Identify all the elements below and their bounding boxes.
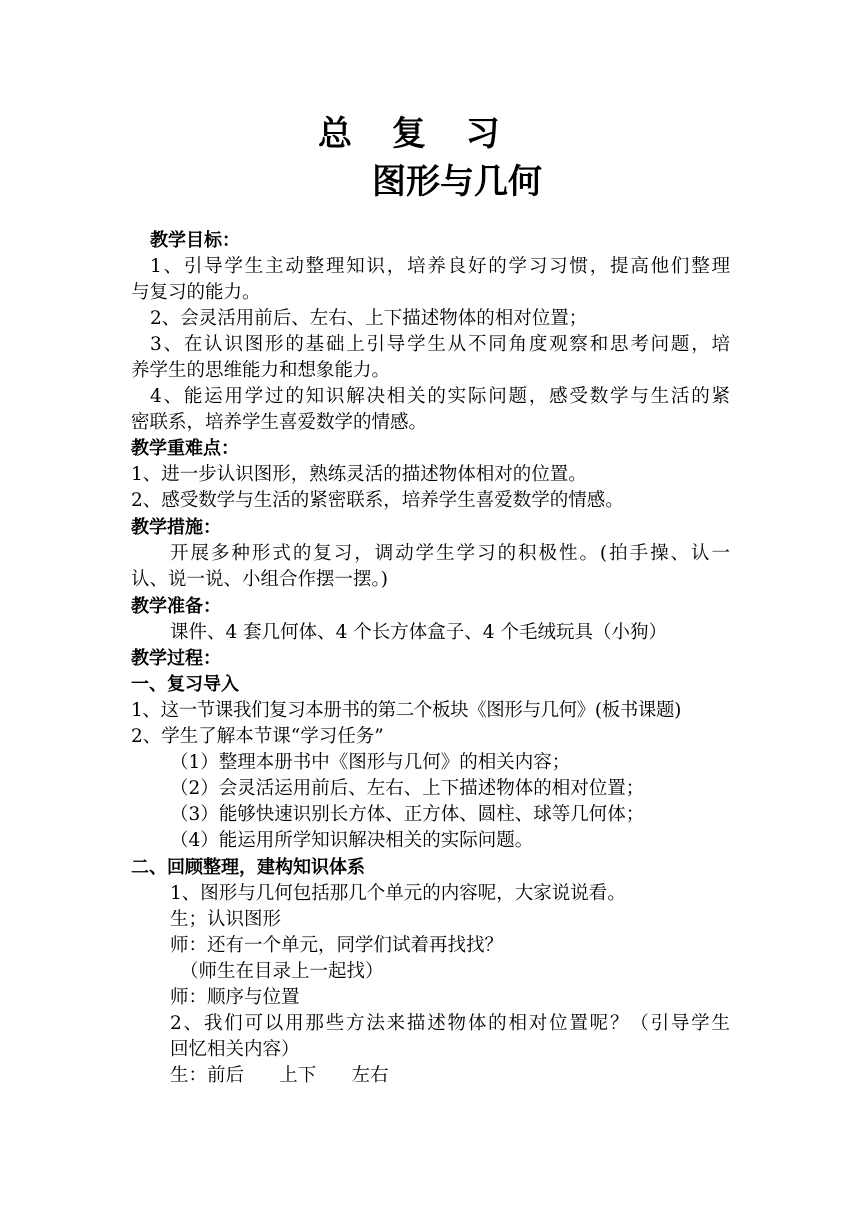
objective-1-line1: 1、引导学生主动整理知识，培养良好的学习习惯，提高他们整理 <box>150 256 730 277</box>
section2-line-4: （师生在目录上一起找） <box>180 961 384 982</box>
section2-line-2: 生；认识图形 <box>170 909 282 930</box>
key-point-1: 1、进一步认识图形，熟练灵活的描述物体相对的位置。 <box>131 464 587 485</box>
section1-item-1: 1、这一节课我们复习本册书的第二个板块《图形与几何》(板书课题) <box>131 700 681 721</box>
section2-line-3: 师：还有一个单元，同学们试着再找找？ <box>170 935 504 956</box>
section2-line-5: 师：顺序与位置 <box>170 987 300 1008</box>
section1-heading: 一、复习导入 <box>131 674 239 695</box>
measures-line2: 认、说一说、小组合作摆一摆。) <box>131 569 388 590</box>
process-heading: 教学过程： <box>131 648 221 669</box>
document-subtitle: 图形与几何 <box>372 162 542 202</box>
key-point-2: 2、感受数学与生活的紧密联系，培养学生喜爱数学的情感。 <box>131 490 624 511</box>
objective-4-line1: 4、能运用学过的知识解决相关的实际问题，感受数学与生活的紧 <box>150 386 730 407</box>
key-points-heading: 教学重难点： <box>131 438 239 459</box>
preparation-heading: 教学准备： <box>131 596 221 617</box>
objective-4-line2: 密联系，培养学生喜爱数学的情感。 <box>131 412 428 433</box>
task-4: （4）能运用所学知识解决相关的实际问题。 <box>170 830 534 851</box>
objective-2: 2、会灵活用前后、左右、上下描述物体的相对位置； <box>150 308 588 329</box>
objective-3-line1: 3、在认识图形的基础上引导学生从不同角度观察和思考问题，培 <box>150 334 730 355</box>
section2-line-8: 生：前后 上下 左右 <box>170 1065 389 1086</box>
task-2: （2）会灵活运用前后、左右、上下描述物体的相对位置； <box>170 778 645 799</box>
task-3: （3）能够快速识别长方体、正方体、圆柱、球等几何体； <box>170 804 645 825</box>
task-1: （1）整理本册书中《图形与几何》的相关内容； <box>170 752 571 773</box>
objective-3-line2: 养学生的思维能力和想象能力。 <box>131 360 391 381</box>
section2-line-1: 1、图形与几何包括那几个单元的内容呢，大家说说看。 <box>170 883 626 904</box>
preparation-text: 课件、4 套几何体、4 个长方体盒子、4 个毛绒玩具（小狗） <box>170 622 667 643</box>
section2-line-6: 2、我们可以用那些方法来描述物体的相对位置呢？（引导学生 <box>170 1013 730 1034</box>
document-title: 总 复 习 <box>318 114 514 154</box>
measures-line1: 开展多种形式的复习，调动学生学习的积极性。(拍手操、认一 <box>170 543 730 564</box>
section1-item-2: 2、学生了解本节课“学习任务” <box>131 726 384 747</box>
objective-1-line2: 与复习的能力。 <box>131 282 261 303</box>
objectives-heading: 教学目标： <box>150 230 240 251</box>
section2-line-7: 回忆相关内容） <box>170 1039 300 1060</box>
section2-heading: 二、回顾整理，建构知识体系 <box>131 857 365 878</box>
measures-heading: 教学措施： <box>131 517 221 538</box>
